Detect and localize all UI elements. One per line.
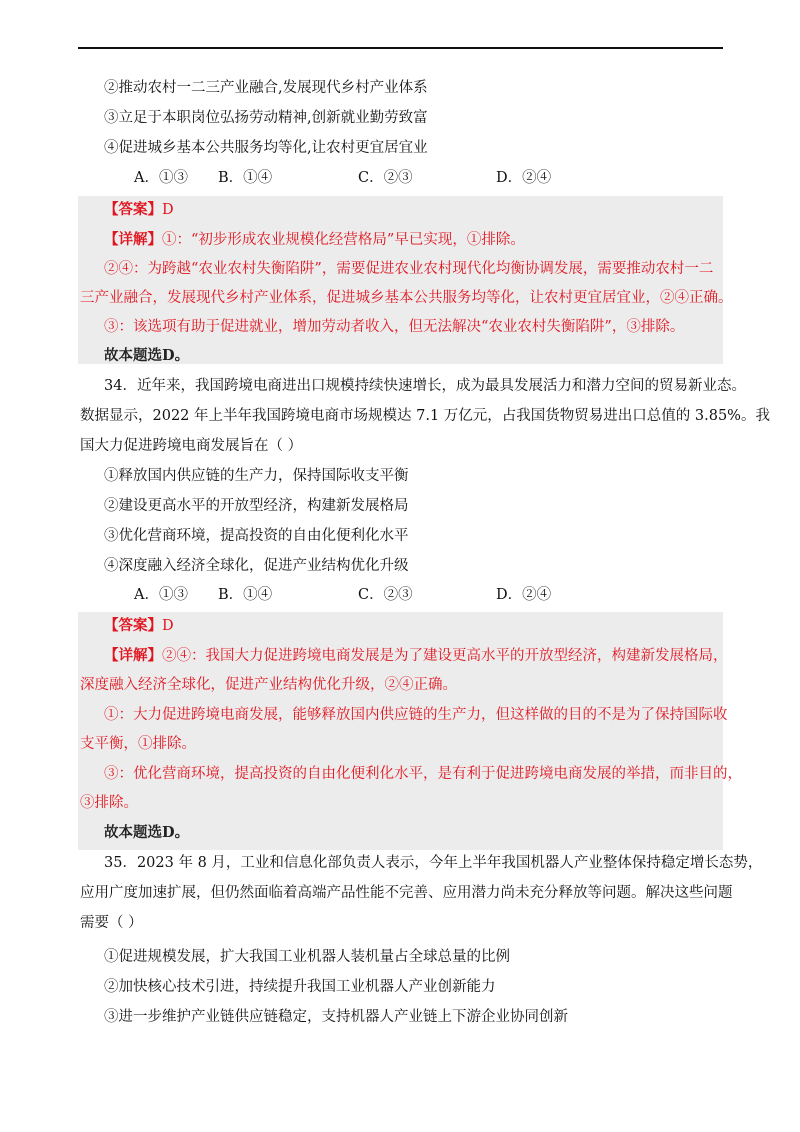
header-rule — [78, 47, 723, 49]
q35-item-1: ①促进规模发展，扩大我国工业机器人装机量占全球总量的比例 — [104, 949, 510, 965]
q34-item-1: ①释放国内供应链的生产力，保持国际收支平衡 — [104, 468, 409, 484]
answer-tag: 【答案】 — [104, 201, 162, 218]
q34-item-2: ②建设更高水平的开放型经济，构建新发展格局 — [104, 498, 409, 514]
q33-item-2: ②推动农村一二三产业融合,发展现代乡村产业体系 — [104, 80, 428, 96]
q35-stem-1: 35．2023 年 8 月，工业和信息化部负责人表示，今年上半年我国机器人产业整体保持稳定增长态势， — [104, 855, 763, 871]
q34-option-b: B．①④ — [218, 587, 273, 603]
detail-text: ②④：我国大力促进跨境电商发展是为了建设更高水平的开放型经济，构建新发展格局， — [162, 648, 728, 664]
q33-detail-1 — [104, 230, 525, 250]
q34-stem-1: 34．近年来，我国跨境电商进出口规模持续快速增长，成为最具发展活力和潜力空间的贸易新业态。 — [104, 378, 746, 394]
q34-detail-2: 深度融入经济全球化，促进产业结构优化升级，②④正确。 — [80, 677, 457, 693]
q34-detail-6: ③排除。 — [80, 795, 138, 811]
q33-option-d: D．②④ — [496, 170, 552, 186]
q33-answer — [104, 200, 174, 220]
q35-stem-3: 需要（ ） — [80, 915, 143, 931]
q34-option-c: C．②③ — [358, 587, 413, 603]
q35-item-2: ②加快核心技术引进，持续提升我国工业机器人产业创新能力 — [104, 979, 496, 995]
q34-conclusion: 故本题选D。 — [104, 824, 190, 841]
q33-option-a: A．①③ — [134, 170, 188, 186]
answer-tag: 【答案】 — [104, 617, 162, 634]
q35-item-3: ③进一步维护产业链供应链稳定，支持机器人产业链上下游企业协同创新 — [104, 1009, 568, 1025]
q34-options — [134, 585, 551, 605]
q35-stem-2: 应用广度加速扩展，但仍然面临着高端产品性能不完善、应用潜力尚未充分释放等问题。解决这些问题 — [80, 885, 733, 901]
detail-text: ①：“初步形成农业规模化经营格局”早已实现，①排除。 — [162, 232, 525, 248]
detail-tag: 【详解】 — [104, 231, 162, 248]
q33-item-4: ④促进城乡基本公共服务均等化,让农村更宜居宜业 — [104, 140, 428, 156]
q33-option-b: B．①④ — [218, 170, 273, 186]
q34-stem-3: 国大力促进跨境电商发展旨在（ ） — [80, 438, 303, 454]
q33-option-c: C．②③ — [358, 170, 413, 186]
q33-detail-4: ③：该选项有助于促进就业，增加劳动者收入，但无法解决“农业农村失衡陷阱”，③排除。 — [104, 319, 685, 335]
detail-tag: 【详解】 — [104, 647, 162, 664]
q34-item-4: ④深度融入经济全球化，促进产业结构优化升级 — [104, 558, 409, 574]
q33-item-3: ③立足于本职岗位弘扬劳动精神,创新就业勤劳致富 — [104, 110, 428, 126]
q34-option-d: D．②④ — [496, 587, 552, 603]
q33-options — [134, 168, 551, 188]
q33-conclusion: 故本题选D。 — [104, 347, 190, 364]
q34-detail-3: ①：大力促进跨境电商发展，能够释放国内供应链的生产力，但这样做的目的不是为了保持国际收 — [104, 707, 728, 723]
q34-detail-1 — [104, 646, 728, 666]
q34-stem-2: 数据显示，2022 年上半年我国跨境电商市场规模达 7.1 万亿元，占我国货物贸易进出口总值的 3.85%。我 — [80, 408, 770, 424]
q34-detail-5: ③：优化营商环境，提高投资的自由化便利化水平，是有利于促进跨境电商发展的举措，而非目的， — [104, 766, 742, 782]
q34-option-a: A．①③ — [134, 587, 188, 603]
q33-detail-2: ②④：为跨越“农业农村失衡陷阱”，需要促进农业农村现代化均衡协调发展，需要推动农村一二 — [104, 261, 714, 277]
answer-value: D — [162, 618, 174, 634]
q33-answer-box — [78, 196, 723, 364]
q34-detail-4: 支平衡，①排除。 — [80, 736, 196, 752]
q33-detail-3: 三产业融合，发展现代乡村产业体系，促进城乡基本公共服务均等化，让农村更宜居宜业，②④正确。 — [80, 290, 733, 306]
answer-value: D — [162, 202, 174, 218]
q34-item-3: ③优化营商环境，提高投资的自由化便利化水平 — [104, 528, 409, 544]
q34-answer — [104, 616, 174, 636]
